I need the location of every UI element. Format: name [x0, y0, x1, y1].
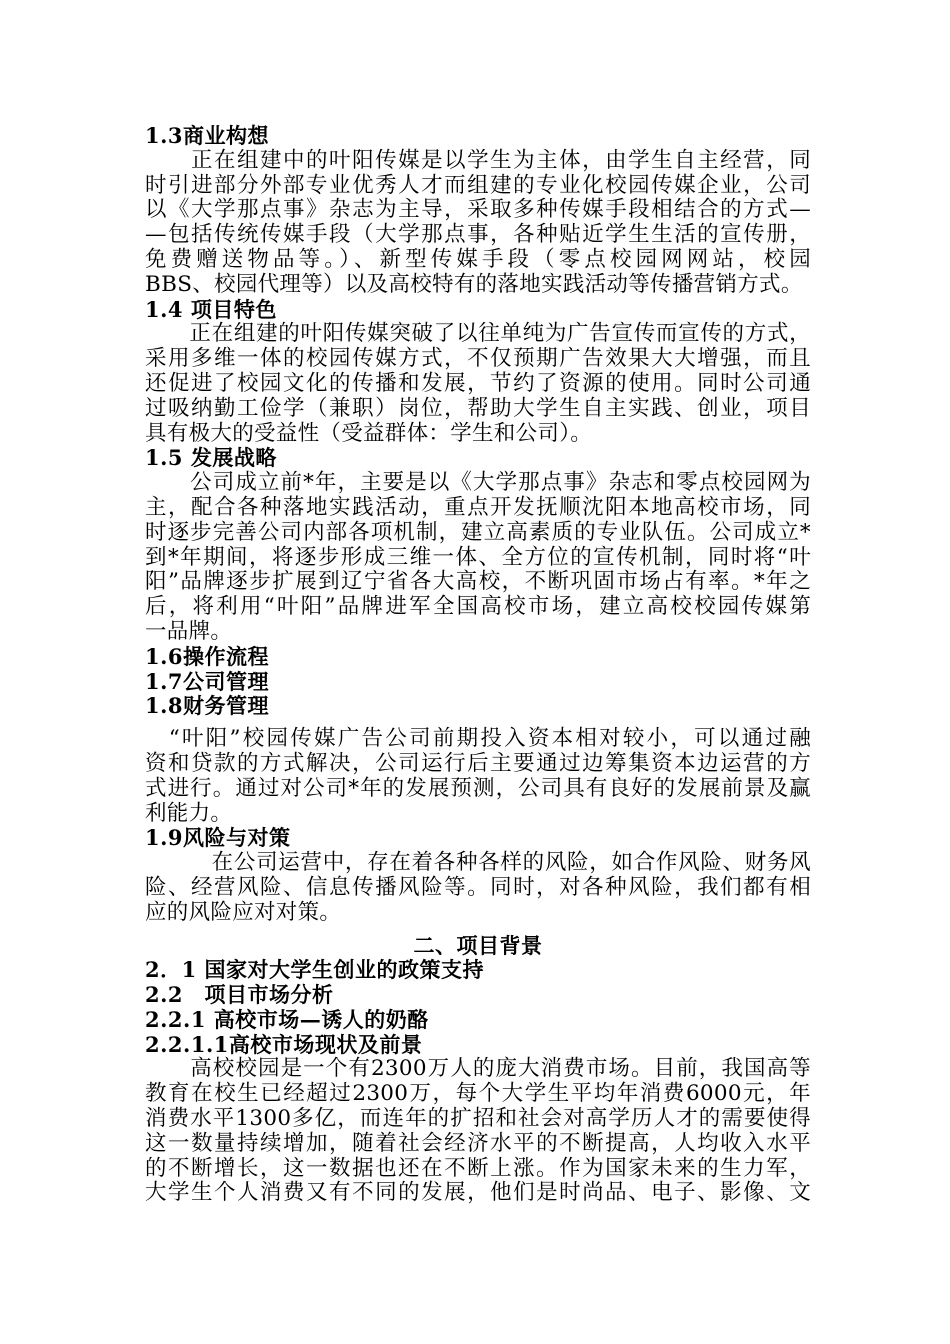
- paragraph-line: 大学生个人消费又有不同的发展，他们是时尚品、电子、影像、文: [145, 1180, 811, 1206]
- paragraph-line: 还促进了校园文化的传播和发展，节约了资源的使用。同时公司通: [145, 370, 811, 396]
- paragraph-line: BBS、校园代理等）以及高校特有的落地实践活动等传播营销方式。: [145, 271, 803, 297]
- paragraph-line: 采用多维一体的校园传媒方式，不仅预期广告效果大大增强，而且: [145, 346, 811, 372]
- heading-1-7: 1.7公司管理: [145, 668, 270, 694]
- paragraph-line: “叶阳”校园传媒广告公司前期投入资本相对较小，可以通过融: [145, 726, 811, 752]
- paragraph-line: 阳”品牌逐步扩展到辽宁省各大高校，不断巩固市场占有率。*年之: [145, 569, 811, 595]
- paragraph-line: 公司成立前*年，主要是以《大学那点事》杂志和零点校园网为: [145, 470, 811, 496]
- paragraph-line: 利能力。: [145, 800, 233, 826]
- paragraph-line: 高校校园是一个有2300万人的庞大消费市场。目前，我国高等: [145, 1056, 811, 1082]
- paragraph-line: 时引进部分外部专业优秀人才而组建的专业化校园传媒企业，公司: [145, 172, 811, 198]
- paragraph-line: 时逐步完善公司内部各项机制，建立高素质的专业队伍。公司成立*: [145, 519, 811, 545]
- paragraph-line: 到*年期间，将逐步形成三维一体、全方位的宣传机制，同时将“叶: [145, 544, 811, 570]
- paragraph-line: 主，配合各种落地实践活动，重点开发抚顺沈阳本地高校市场，同: [145, 494, 811, 520]
- paragraph-line: —包括传统传媒手段（大学那点事，各种贴近学生生活的宣传册，: [145, 222, 811, 248]
- paragraph-line: 资和贷款的方式解决，公司运行后主要通过边筹集资本边运营的方: [145, 750, 811, 776]
- heading-1-3: 1.3商业构想: [145, 123, 270, 148]
- paragraph-line: 免费赠送物品等。）、新型传媒手段（零点校园网网站，校园: [145, 246, 811, 272]
- paragraph-line: 正在组建中的叶阳传媒是以学生为主体，由学生自主经营，同: [145, 147, 811, 173]
- paragraph-line: 的不断增长，这一数据也还在不断上涨。作为国家未来的生力军，: [145, 1155, 811, 1181]
- paragraph-line: 式进行。通过对公司*年的发展预测，公司具有良好的发展前景及赢: [145, 775, 811, 801]
- paragraph-line: 险、经营风险、信息传播风险等。同时，对各种风险，我们都有相: [145, 874, 811, 900]
- paragraph-line: 消费水平1300多亿，而连年的扩招和社会对高学历人才的需要使得: [145, 1106, 811, 1132]
- heading-1-6: 1.6操作流程: [145, 643, 270, 669]
- heading-2-2-1: 2.2.1 高校市场—诱人的奶酪: [145, 1006, 429, 1032]
- paragraph-line: 以《大学那点事》杂志为主导，采取多种传媒手段相结合的方式—: [145, 197, 811, 223]
- heading-1-8: 1.8财务管理: [145, 693, 270, 719]
- heading-2-1: 2．1 国家对大学生创业的政策支持: [145, 957, 485, 983]
- paragraph-line: 应的风险应对对策。: [145, 899, 342, 925]
- paragraph-line: 后，将利用“叶阳”品牌进军全国高校市场，建立高校校园传媒第: [145, 594, 811, 620]
- heading-2-2: 2.2 项目市场分析: [145, 982, 334, 1008]
- heading-1-4: 1.4 项目特色: [145, 296, 277, 322]
- paragraph-line: 过吸纳勤工俭学（兼职）岗位，帮助大学生自主实践、创业，项目: [145, 395, 811, 421]
- paragraph-line: 在公司运营中，存在着各种各样的风险，如合作风险、财务风: [145, 850, 811, 876]
- paragraph-line: 教育在校生已经超过2300万，每个大学生平均年消费6000元，年: [145, 1081, 811, 1107]
- heading-2-2-1-1: 2.2.1.1高校市场现状及前景: [145, 1031, 423, 1057]
- heading-1-5: 1.5 发展战略: [145, 445, 277, 471]
- document-body: [145, 124, 811, 1206]
- paragraph-line: 一品牌。: [145, 618, 233, 644]
- paragraph-line: 正在组建的叶阳传媒突破了以往单纯为广告宣传而宣传的方式，: [145, 321, 811, 347]
- paragraph-line: 具有极大的受益性（受益群体：学生和公司）。: [145, 420, 593, 446]
- section-title-project-background: 二、项目背景: [413, 932, 543, 958]
- paragraph-line: 这一数量持续增加，随着社会经济水平的不断提高，人均收入水平: [145, 1130, 811, 1156]
- heading-1-9: 1.9风险与对策: [145, 825, 291, 851]
